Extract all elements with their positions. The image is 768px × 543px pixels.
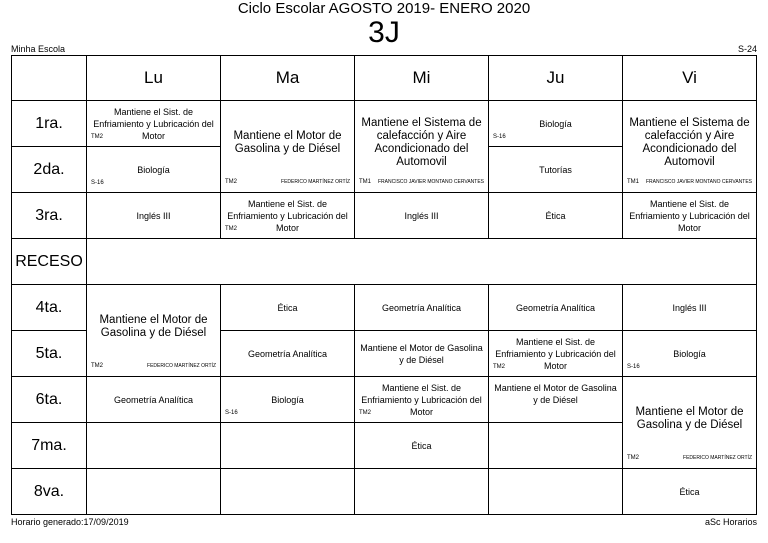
empty-cell [355, 469, 489, 514]
lesson-subject: Mantiene el Motor de Gasolina y de Diésel [635, 405, 744, 431]
lesson-cell [623, 331, 756, 377]
lesson-cell [623, 469, 756, 514]
lesson-cell [489, 101, 623, 147]
period-label: RECESO [12, 239, 87, 285]
lesson-subject: Ética [545, 210, 566, 221]
lesson-cell [489, 331, 623, 377]
lesson-subject: Biología [673, 348, 706, 359]
lesson-room: TM2 [493, 364, 505, 370]
lesson-cell [87, 193, 221, 239]
period-label: 7ma. [12, 423, 87, 469]
lesson-cell [489, 285, 623, 331]
lesson-room: TM2 [91, 363, 103, 369]
lesson-teacher: FEDERICO MARTÍNEZ ORTÍZ [281, 179, 350, 185]
lesson-subject: Mantiene el Motor de Gasolina y de Diésel [494, 383, 617, 405]
lesson-subject: Ética [277, 302, 298, 313]
lesson-cell [355, 101, 489, 193]
lesson-subject: Mantiene el Sist. de Enfriamiento y Lubricación del Motor [93, 106, 214, 141]
lesson-room: S-16 [627, 364, 640, 370]
lesson-subject: Mantiene el Motor de Gasolina y de Diésel [233, 129, 342, 155]
corner-cell [12, 56, 87, 101]
lesson-cell [623, 101, 756, 193]
lesson-subject: Inglés III [672, 302, 707, 313]
lesson-cell [489, 147, 623, 193]
period-label: 1ra. [12, 101, 87, 147]
period-label: 2da. [12, 147, 87, 193]
lesson-cell [355, 331, 489, 377]
lesson-teacher: FRANCISCO JAVIER MONTANO CERVANTES [377, 179, 484, 185]
period-label: 6ta. [12, 377, 87, 423]
lesson-cell [355, 285, 489, 331]
lesson-room: S-16 [91, 180, 104, 186]
lesson-cell [221, 101, 355, 193]
lesson-room: TM2 [359, 410, 371, 416]
software-credit: aSc Horarios [704, 517, 757, 527]
lesson-subject: Tutorías [539, 164, 572, 175]
timetable-grid [11, 55, 757, 515]
lesson-cell [87, 285, 221, 377]
lesson-subject: Inglés III [404, 210, 439, 221]
day-header-vi: Vi [623, 56, 756, 101]
lesson-cell [623, 285, 756, 331]
lesson-cell [623, 377, 756, 469]
lesson-cell [489, 193, 623, 239]
lesson-subject: Biología [271, 394, 304, 405]
empty-cell [221, 469, 355, 514]
lesson-subject: Mantiene el Motor de Gasolina y de Diésel [360, 342, 483, 365]
lesson-subject: Inglés III [136, 210, 171, 221]
generated-date: Horario generado:17/09/2019 [11, 517, 129, 527]
lesson-cell [355, 193, 489, 239]
empty-cell [489, 423, 623, 469]
day-header-lu: Lu [87, 56, 221, 101]
lesson-subject: Mantiene el Sist. de Enfriamiento y Lubricación del Motor [629, 198, 750, 233]
schedule-title: Ciclo Escolar AGOSTO 2019- ENERO 2020 [237, 0, 531, 17]
lesson-cell [355, 423, 489, 469]
lesson-room: TM2 [225, 226, 237, 232]
lesson-cell [221, 377, 355, 423]
empty-cell [489, 469, 623, 514]
period-label: 4ta. [12, 285, 87, 331]
period-label: 8va. [12, 469, 87, 514]
break-band [87, 239, 756, 285]
lesson-teacher: FEDERICO MARTÍNEZ ORTÍZ [683, 455, 752, 461]
period-label: 5ta. [12, 331, 87, 377]
lesson-cell [87, 101, 221, 147]
lesson-cell [221, 193, 355, 239]
lesson-room: TM2 [225, 179, 237, 185]
empty-cell [221, 423, 355, 469]
lesson-subject: Mantiene el Motor de Gasolina y de Diésel [99, 313, 208, 339]
school-name: Minha Escola [11, 44, 66, 54]
day-header-mi: Mi [355, 56, 489, 101]
lesson-cell [489, 377, 623, 423]
lesson-room: S-16 [493, 134, 506, 140]
lesson-subject: Geometría Analítica [381, 302, 462, 313]
lesson-subject: Mantiene el Sist. de Enfriamiento y Lubricación del Motor [495, 336, 616, 371]
lesson-subject: Geometría Analítica [515, 302, 596, 313]
empty-cell [87, 423, 221, 469]
period-label: 3ra. [12, 193, 87, 239]
lesson-cell [623, 193, 756, 239]
lesson-cell [87, 147, 221, 193]
day-header-ma: Ma [221, 56, 355, 101]
lesson-subject: Geometría Analítica [113, 394, 194, 405]
lesson-subject: Biología [539, 118, 572, 129]
lesson-cell [355, 377, 489, 423]
class-name: 3J [368, 16, 400, 49]
lesson-cell [221, 331, 355, 377]
lesson-room: TM1 [627, 179, 639, 185]
lesson-room: S-16 [225, 410, 238, 416]
lesson-teacher: FRANCISCO JAVIER MONTANO CERVANTES [645, 179, 752, 185]
page-code: S-24 [737, 44, 757, 54]
lesson-room: TM2 [91, 134, 103, 140]
lesson-subject: Geometría Analítica [247, 348, 328, 359]
day-header-ju: Ju [489, 56, 623, 101]
lesson-subject: Mantiene el Sistema de calefacción y Aire Acondicionado del Automovil [629, 116, 750, 168]
lesson-subject: Biología [137, 164, 170, 175]
lesson-subject: Ética [411, 440, 432, 451]
lesson-room: TM2 [627, 455, 639, 461]
lesson-subject: Mantiene el Sist. de Enfriamiento y Lubricación del Motor [361, 382, 482, 417]
lesson-subject: Mantiene el Sist. de Enfriamiento y Lubricación del Motor [227, 198, 348, 233]
lesson-teacher: FEDERICO MARTÍNEZ ORTÍZ [147, 363, 216, 369]
lesson-subject: Mantiene el Sistema de calefacción y Aire Acondicionado del Automovil [361, 116, 482, 168]
lesson-room: TM1 [359, 179, 371, 185]
lesson-cell [221, 285, 355, 331]
empty-cell [87, 469, 221, 514]
lesson-cell [87, 377, 221, 423]
lesson-subject: Ética [679, 486, 700, 497]
